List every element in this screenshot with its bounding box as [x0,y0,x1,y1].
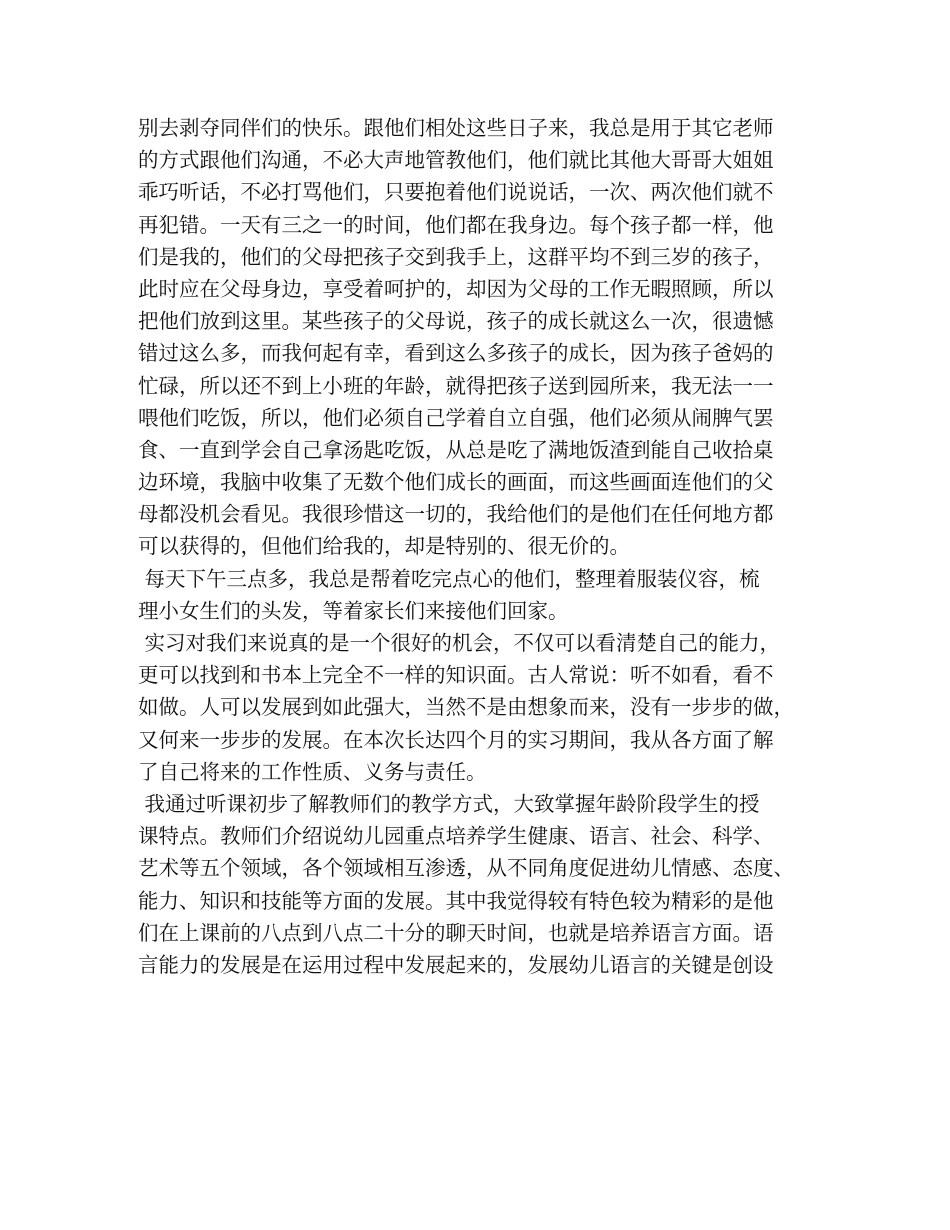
text-line: 更可以找到和书本上完全不一样的知识面。古人常说：听不如看，看不 [138,663,774,688]
text-line: 每天下午三点多，我总是帮着吃完点心的他们，整理着服装仪容，梳 [138,566,760,591]
text-line: 艺术等五个领域，各个领域相互渗透，从不同角度促进幼儿情感、态度、 [138,856,794,881]
text-line: 母都没机会看见。我很珍惜这一切的，我给他们的是他们在任何地方都 [138,502,774,527]
text-line: 实习对我们来说真的是一个很好的机会，不仅可以看清楚自己的能力， [138,631,781,655]
text-line: 们在上课前的八点到八点二十分的聊天时间，也就是培养语言方面。语 [138,920,774,945]
text-line: 的方式跟他们沟通，不必大声地管教他们，他们就比其他大哥哥大姐姐 [138,148,774,173]
text-line: 边环境，我脑中收集了无数个他们成长的画面，而这些画面连他们的父 [138,470,774,495]
document-body [138,112,828,981]
text-line: 喂他们吃饭，所以，他们必须自己学着自立自强，他们必须从闹脾气罢 [138,405,774,430]
text-line: 能力、知识和技能等方面的发展。其中我觉得较有特色较为精彩的是他 [138,888,774,913]
text-line: 忙碌，所以还不到上小班的年龄，就得把孩子送到园所来，我无法一一 [138,373,774,398]
text-line: 又何来一步步的发展。在本次长达四个月的实习期间，我从各方面了解 [138,727,774,752]
text-line: 们是我的，他们的父母把孩子交到我手上，这群平均不到三岁的孩子， [138,244,774,269]
text-line: 如做。人可以发展到如此强大，当然不是由想象而来，没有一步步的做， [138,695,794,720]
text-line: 此时应在父母身边，享受着呵护的，却因为父母的工作无暇照顾，所以 [138,276,774,301]
text-line: 课特点。教师们介绍说幼儿园重点培养学生健康、语言、社会、科学、 [138,824,774,849]
text-line: 理小女生们的头发，等着家长们来接他们回家。 [138,598,569,623]
text-line: 了自己将来的工作性质、义务与责任。 [138,759,487,784]
text-line: 把他们放到这里。某些孩子的父母说，孩子的成长就这么一次，很遗憾 [138,309,774,334]
text-line: 乖巧听话，不必打骂他们，只要抱着他们说说话，一次、两次他们就不 [138,180,774,205]
text-line: 错过这么多，而我何起有幸，看到这么多孩子的成长，因为孩子爸妈的 [138,341,774,366]
text-line: 可以获得的，但他们给我的，却是特别的、很无价的。 [138,534,630,559]
text-line: 食、一直到学会自己拿汤匙吃饭，从总是吃了满地饭渣到能自己收拾桌 [138,437,774,462]
text-line: 我通过听课初步了解教师们的教学方式，大致掌握年龄阶段学生的授 [138,791,760,816]
text-line: 言能力的发展是在运用过程中发展起来的，发展幼儿语言的关键是创设 [138,952,774,977]
text-line: 再犯错。一天有三之一的时间，他们都在我身边。每个孩子都一样，他 [138,212,774,237]
text-line: 别去剥夺同伴们的快乐。跟他们相处这些日子来，我总是用于其它老师 [138,116,774,140]
